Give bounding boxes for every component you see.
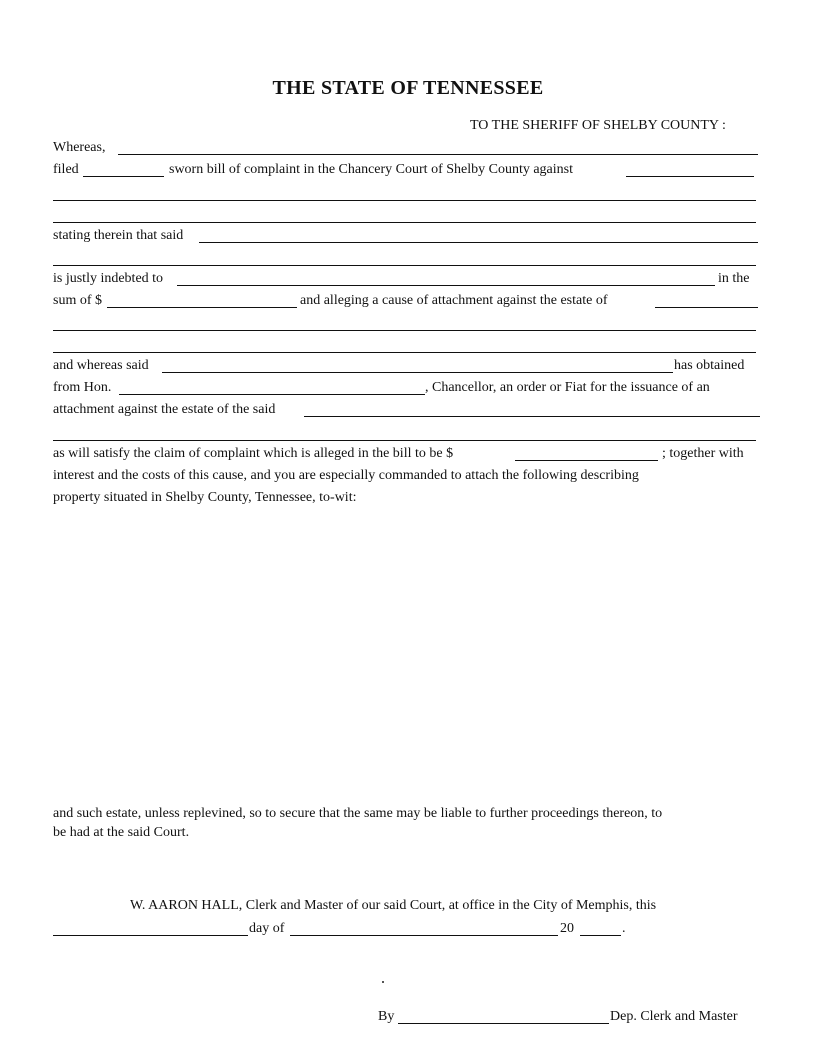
attestation-line: W. AARON HALL, Clerk and Master of our said Court, at office in the City of Memphis, this [130,898,657,913]
property-text: property situated in Shelby County, Tennessee, to-wit: [53,490,357,505]
document-title: THE STATE OF TENNESSEE [272,77,544,99]
in-the-text: in the [718,271,750,286]
sum-blank[interactable] [107,307,297,308]
has-obtained-text: has obtained [674,358,745,373]
whereas-said-label: and whereas said [53,358,149,373]
month-blank[interactable] [290,935,558,936]
year-prefix: 20 [560,921,574,936]
from-hon-label: from Hon. [53,380,112,395]
alleging-text: and alleging a cause of attachment against the estate of [300,293,608,308]
filed-label: filed [53,162,79,177]
year-period: . [622,921,626,936]
estate-blank[interactable] [655,307,758,308]
closing-line-2: be had at the said Court. [53,825,190,840]
year-blank[interactable] [580,935,621,936]
day-blank[interactable] [53,935,248,936]
signature-blank[interactable] [398,1023,609,1024]
blank-line[interactable] [53,440,756,441]
day-of-label: day of [249,921,285,936]
creditor-blank[interactable] [177,285,715,286]
defendant-blank[interactable] [626,176,754,177]
interest-text: interest and the costs of this cause, and you are especially commanded to attach the following describing [53,468,639,483]
blank-line[interactable] [53,200,756,201]
satisfy-text: as will satisfy the claim of complaint which is alleged in the bill to be $ [53,446,454,461]
by-label: By [378,1009,395,1024]
chancellor-text: , Chancellor, an order or Fiat for the issuance of an [425,380,710,395]
whereas-said-blank[interactable] [162,372,673,373]
addressee: TO THE SHERIFF OF SHELBY COUNTY : [470,118,726,133]
sworn-bill-text: sworn bill of complaint in the Chancery Court of Shelby County against [169,162,573,177]
sum-of-label: sum of $ [53,293,102,308]
whereas-label: Whereas, [53,140,106,155]
blank-line[interactable] [53,330,756,331]
signature-role: Dep. Clerk and Master [610,1009,738,1024]
blank-line[interactable] [53,352,756,353]
attachment-blank[interactable] [304,416,760,417]
stating-blank[interactable] [199,242,758,243]
blank-line[interactable] [53,222,756,223]
stating-label: stating therein that said [53,228,184,243]
indebted-label: is justly indebted to [53,271,164,286]
complainant-blank[interactable] [118,154,758,155]
stray-dot [382,981,384,983]
claim-amount-blank[interactable] [515,460,658,461]
property-description-area[interactable] [53,515,760,795]
together-with-text: ; together with [662,446,744,461]
closing-line-1: and such estate, unless replevined, so to secure that the same may be liable to further proceedings thereon, to [53,806,663,821]
chancellor-blank[interactable] [119,394,425,395]
attachment-label: attachment against the estate of the said [53,402,276,417]
blank-line[interactable] [53,265,756,266]
filed-blank[interactable] [83,176,164,177]
